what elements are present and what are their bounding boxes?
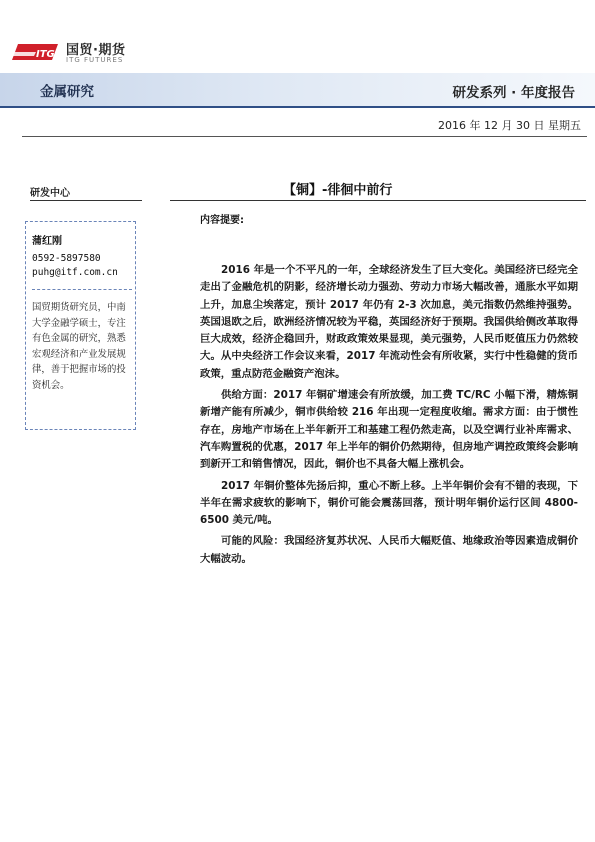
analyst-name: 蒲红刚: [32, 236, 62, 247]
summary-label: 内容提要:: [200, 215, 244, 226]
company-logo: [12, 40, 132, 66]
report-series-label: 研发系列 · 年度报告: [452, 85, 575, 101]
header-banner: [0, 73, 595, 106]
summary-body: [200, 262, 578, 572]
analyst-contact-box: [25, 221, 136, 430]
analyst-email[interactable]: puhg@itf.com.cn: [32, 267, 118, 278]
summary-paragraph-supply-demand: 供给方面：2017 年铜矿增速会有所放缓，加工费 TC/RC 小幅下滑，精炼铜新增产能有所减少，铜市供给较 216 年出现一定程度收缩。需求方面：由于惯性存在，房地产市场在上半年新开工和基建工程仍然走高，以及空调行业补库需求、汽车购置税的优惠，2017 年上半年的铜价仍然期待，但房地产调控政策终会影响到新开工和销售情况，因此，铜价也不具备大幅上涨机会。: [200, 389, 578, 471]
summary-paragraph-macro: 2016 年是一个不平凡的一年，全球经济发生了巨大变化。美国经济已经完全走出了金融危机的阴影，经济增长动力强劲、劳动力市场大幅改善，通胀水平如期上升，加息尘埃落定，预计 2017 年仍有 2-3 次加息，美元指数仍然维持强势。英国退欧之后，欧洲经济情况较为平稳，英国经济好于预期。我国供给侧改革取得巨大成效，经济企稳回升，财政政策效果显现，美元强势，人民币贬值压力仍然较大。从中央经济工作会议来看，2017 年流动性会有所收紧，实行中性稳健的货币政策，重点防范金融资产泡沫。: [200, 264, 578, 380]
logo-chinese-text: 国贸·期货: [66, 43, 126, 58]
logo-english-text: ITG FUTURES: [66, 56, 124, 64]
sidebar-header: [30, 181, 142, 201]
category-label: 金属研究: [40, 84, 94, 100]
summary-paragraph-outlook: 2017 年铜价整体先扬后抑，重心不断上移。上半年铜价会有不错的表现，下半年在需求疲软的影响下，铜价可能会震荡回落，预计明年铜价运行区间 4800-6500 美元/吨。: [200, 479, 578, 527]
logo-mark-text: ITG: [36, 49, 55, 60]
summary-paragraph-risk: 可能的风险：我国经济复苏状况、人民币大幅贬值、地缘政治等因素造成铜价大幅波动。: [200, 535, 578, 565]
title-divider: [170, 200, 586, 201]
report-title: 【铜】-徘徊中前行: [283, 183, 393, 198]
analyst-bio: 国贸期货研究员，中南大学金融学硕士，专注有色金属的研究，熟悉宏观经济和产业发展规律，善于把握市场的投资机会。: [32, 302, 126, 391]
date-divider: [22, 136, 587, 137]
sidebar-header-text: 研发中心: [30, 188, 70, 199]
banner-divider: [0, 106, 595, 108]
itg-logo-icon: [12, 42, 58, 62]
analyst-phone: 0592-5897580: [32, 253, 101, 264]
report-date: 2016 年 12 月 30 日 星期五: [438, 119, 581, 132]
contact-separator: [32, 289, 132, 290]
